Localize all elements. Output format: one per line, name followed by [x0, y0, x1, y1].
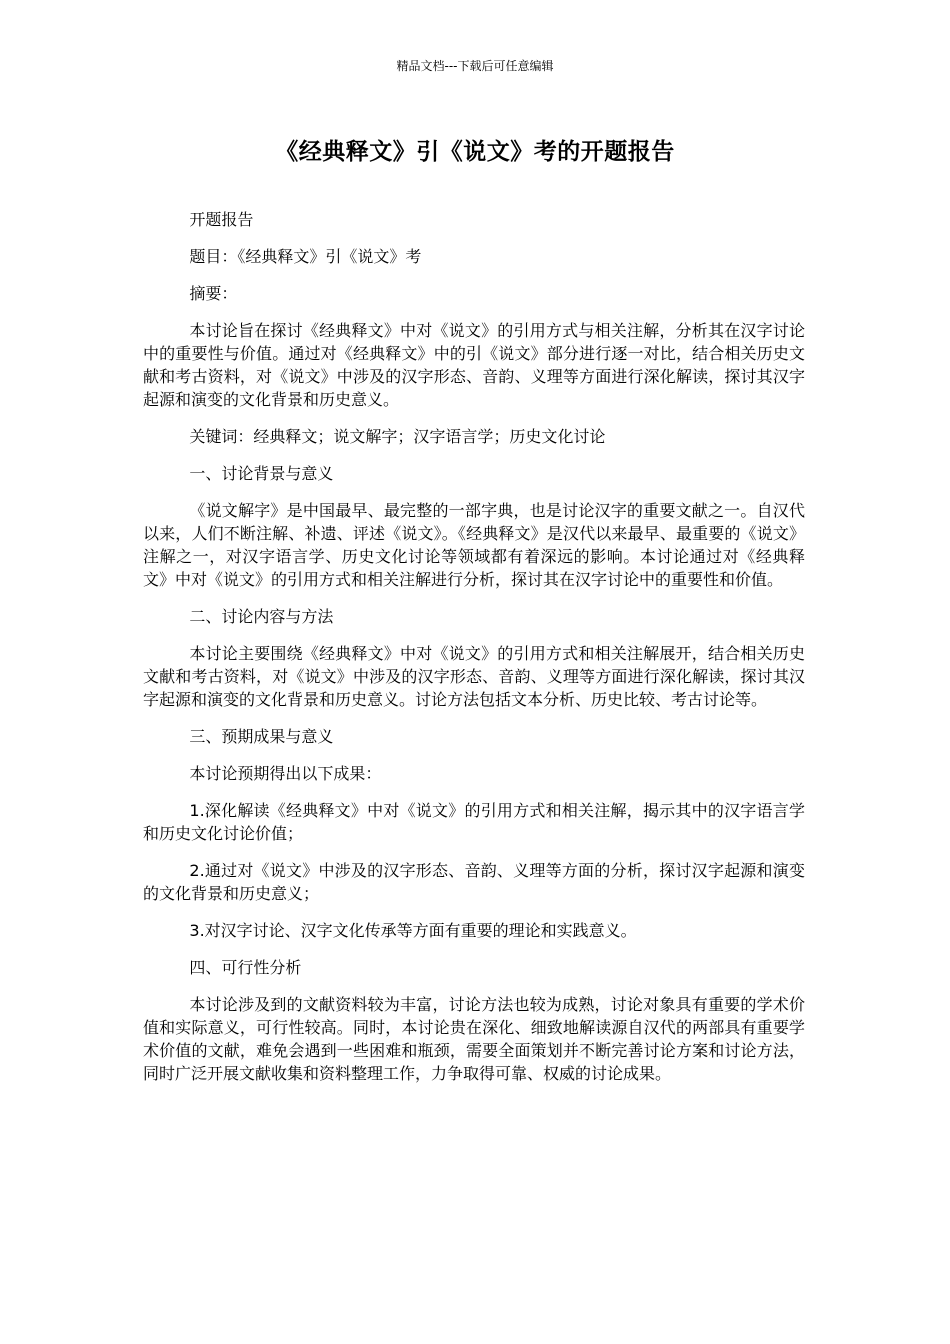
paragraph-expected-item-3: 3.对汉字讨论、汉字文化传承等方面有重要的理论和实践意义。	[189, 921, 637, 940]
paragraph-feasibility: 本讨论涉及到的文献资料较为丰富，讨论方法也较为成熟，讨论对象具有重要的学术价值和实际意义，可行性较高。同时，本讨论贵在深化、细致地解读源自汉代的两部具有重要学术价值的文献，难免会遇到一些困难和瓶颈，需要全面策划并不断完善讨论方案和讨论方法，同时广泛开展文献收集和资料整理工作，力争取得可靠、权威的讨论成果。	[143, 995, 805, 1083]
paragraph-expected-item-2: 2.通过对《说文》中涉及的汉字形态、音韵、义理等方面的分析，探讨汉字起源和演变的文化背景和历史意义；	[143, 861, 805, 903]
paragraph-report-label: 开题报告	[189, 210, 254, 229]
paragraph-abstract-label: 摘要：	[189, 284, 238, 303]
paragraph-content-method: 本讨论主要围绕《经典释文》中对《说文》的引用方式和相关注解展开，结合相关历史文献和考古资料，对《说文》中涉及的汉字形态、音韵、义理等方面进行深化解读，探讨其汉字起源和演变的文化背景和历史意义。讨论方法包括文本分析、历史比较、考古讨论等。	[143, 644, 805, 709]
document-title: 《经典释文》引《说文》考的开题报告	[275, 139, 675, 165]
section-heading-background: 一、讨论背景与意义	[189, 464, 334, 483]
section-heading-feasibility: 四、可行性分析	[189, 958, 302, 977]
section-heading-expected-results: 三、预期成果与意义	[189, 727, 334, 746]
header-note: 精品文档---下载后可任意编辑	[396, 59, 554, 73]
paragraph-topic: 题目：《经典释文》引《说文》考	[189, 247, 422, 266]
paragraph-expected-intro: 本讨论预期得出以下成果：	[189, 764, 382, 783]
paragraph-abstract: 本讨论旨在探讨《经典释文》中对《说文》的引用方式与相关注解，分析其在汉字讨论中的重要性与价值。通过对《经典释文》中的引《说文》部分进行逐一对比，结合相关历史文献和考古资料，对《说文》中涉及的汉字形态、音韵、义理等方面进行深化解读，探讨其汉字起源和演变的文化背景和历史意义。	[143, 321, 805, 409]
paragraph-background: 《说文解字》是中国最早、最完整的一部字典，也是讨论汉字的重要文献之一。自汉代以来，人们不断注解、补遗、评述《说文》。《经典释文》是汉代以来最早、最重要的《说文》注解之一，对汉字语言学、历史文化讨论等领域都有着深远的影响。本讨论通过对《经典释文》中对《说文》的引用方式和相关注解进行分析，探讨其在汉字讨论中的重要性和价值。	[143, 501, 805, 589]
section-heading-content-method: 二、讨论内容与方法	[189, 607, 334, 626]
paragraph-keywords: 关键词：经典释文；说文解字；汉字语言学；历史文化讨论	[189, 427, 606, 446]
paragraph-expected-item-1: 1.深化解读《经典释文》中对《说文》的引用方式和相关注解，揭示其中的汉字语言学和历史文化讨论价值；	[143, 801, 805, 843]
document-body	[143, 208, 805, 1099]
